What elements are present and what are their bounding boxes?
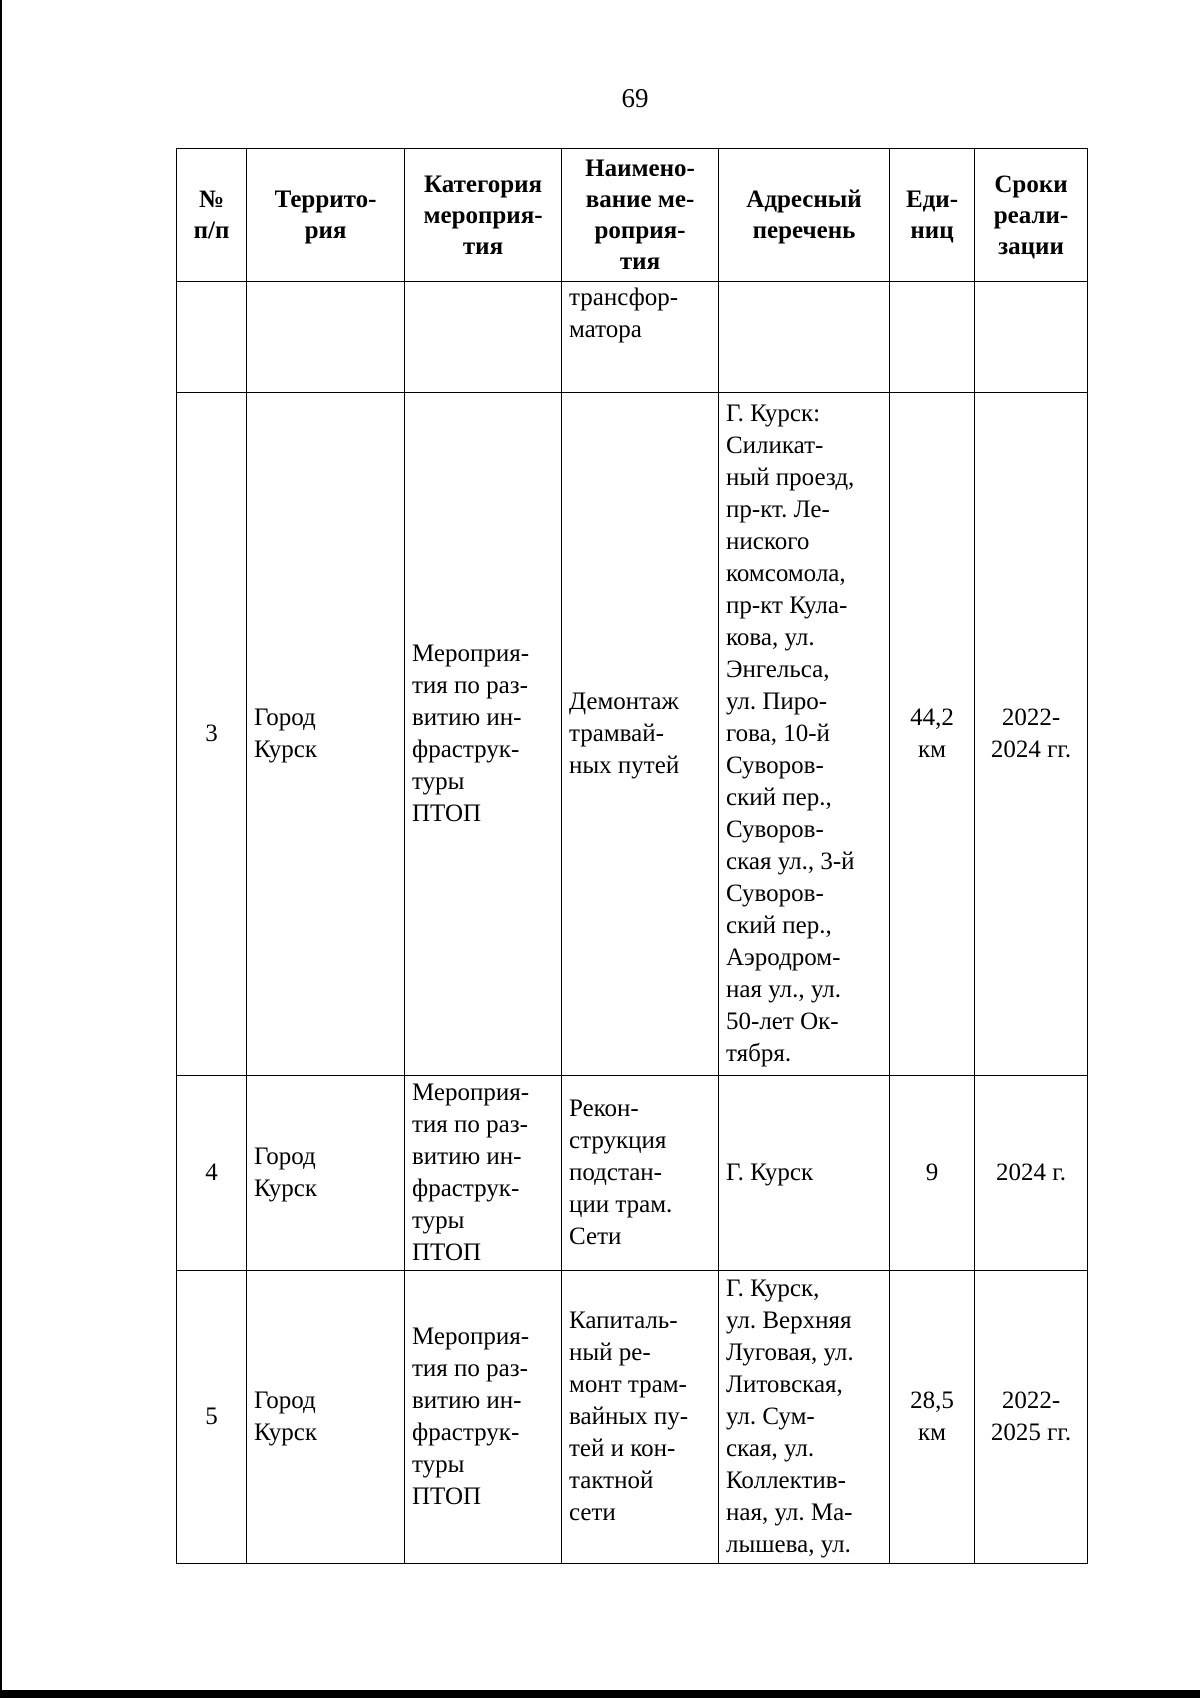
measures-table: [176, 148, 1088, 1564]
table-cell-category: Мероприя- тия по раз- витию ин- фраструк- туры ПТОП: [405, 393, 562, 1076]
column-header-category: Категория мероприя- тия: [405, 149, 562, 282]
table-header-row: [177, 149, 1088, 282]
table-cell: [975, 282, 1088, 393]
column-header-number: № п/п: [177, 149, 247, 282]
table-cell-category: Мероприя- тия по раз- витию ин- фраструк- туры ПТОП: [405, 1271, 562, 1564]
table-cell: [177, 282, 247, 393]
table-row: [177, 393, 1088, 1076]
table-cell: [890, 282, 975, 393]
table-cell-address: Г. Курск: Силикат- ный проезд, пр-кт. Ле- ниского комсомола, пр-кт Кула- кова, ул. Энгельса, ул. Пиро- гова, 10-й Суворов- ский пер., Суворов- ская ул., 3-й Суворов- ский пер., Аэродром- ная ул., ул. 50-лет Ок- тября.: [719, 393, 890, 1076]
scan-left-edge: [0, 0, 2, 1698]
table-cell-units: 28,5 км: [890, 1271, 975, 1564]
table-cell-name: Демонтаж трамвай- ных путей: [562, 393, 719, 1076]
table-cell-category: Мероприя- тия по раз- витию ин- фраструк- туры ПТОП: [405, 1076, 562, 1271]
table-cell-territory: Город Курск: [247, 393, 405, 1076]
table-cell-number: 5: [177, 1271, 247, 1564]
table-cell-dates: 2022- 2024 гг.: [975, 393, 1088, 1076]
table-cell: [405, 282, 562, 393]
table-cell-units: 44,2 км: [890, 393, 975, 1076]
table-cell: [247, 282, 405, 393]
table-cell: [719, 282, 890, 393]
table-cell-address: Г. Курск, ул. Верхняя Луговая, ул. Литовская, ул. Сум- ская, ул. Коллектив- ная, ул. Ма- лышева, ул.: [719, 1271, 890, 1564]
column-header-name: Наимено- вание ме- роприя- тия: [562, 149, 719, 282]
column-header-dates: Сроки реали- зации: [975, 149, 1088, 282]
table-cell-dates: 2024 г.: [975, 1076, 1088, 1271]
column-header-address: Адресный перечень: [719, 149, 890, 282]
column-header-territory: Террито- рия: [247, 149, 405, 282]
table-cell-name: Рекон- струкция подстан- ции трам. Сети: [562, 1076, 719, 1271]
table-cell-number: 4: [177, 1076, 247, 1271]
table-cell-units: 9: [890, 1076, 975, 1271]
table-row: [177, 1076, 1088, 1271]
table-cell-dates: 2022- 2025 гг.: [975, 1271, 1088, 1564]
table-cell-name: Капиталь- ный ре- монт трам- вайных пу- тей и кон- тактной сети: [562, 1271, 719, 1564]
column-header-units: Еди- ниц: [890, 149, 975, 282]
table-cell-territory: Город Курск: [247, 1271, 405, 1564]
table-cell-territory: Город Курск: [247, 1076, 405, 1271]
table-row: [177, 1271, 1088, 1564]
page-number: 69: [621, 83, 649, 113]
table-cell-number: 3: [177, 393, 247, 1076]
table-cell-address: Г. Курск: [719, 1076, 890, 1271]
table-row-continuation: [177, 282, 1088, 393]
table-cell-name: трансфор- матора: [562, 282, 719, 393]
scan-bottom-edge: [0, 1690, 1200, 1698]
